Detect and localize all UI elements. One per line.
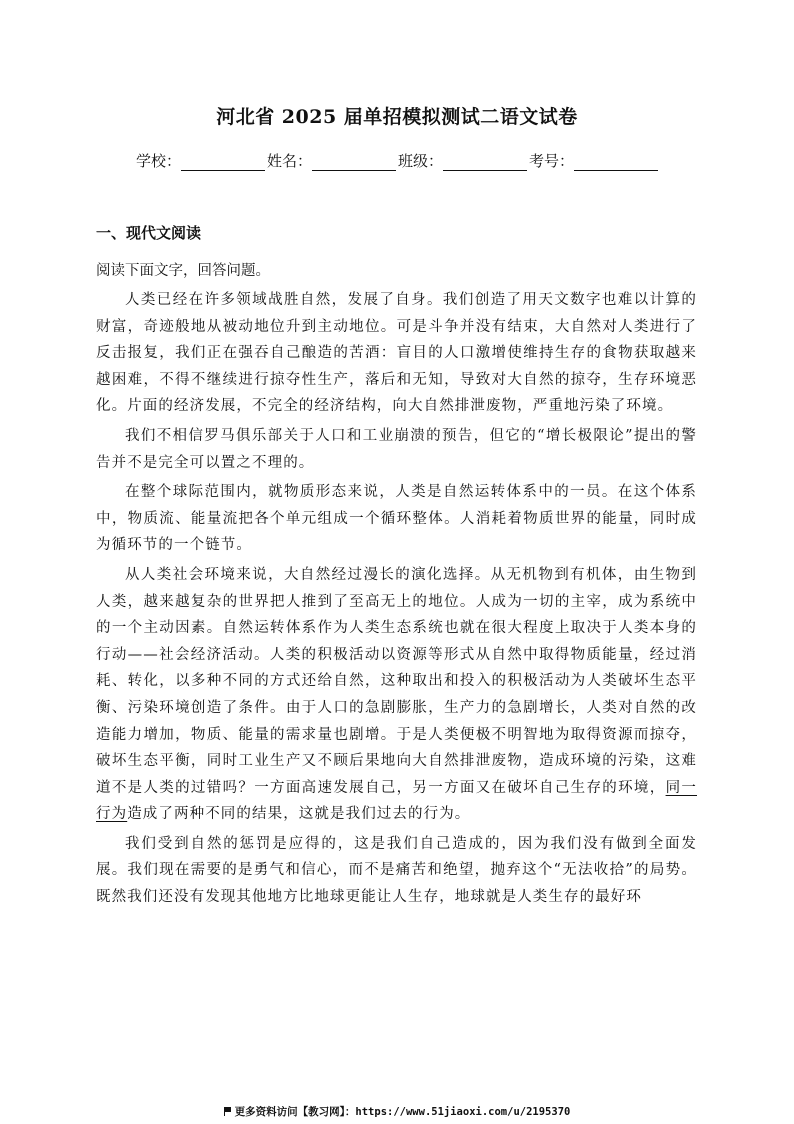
class-blank[interactable] [443, 152, 527, 171]
reading-instruction: 阅读下面文字，回答问题。 [96, 263, 270, 279]
passage-paragraph-2: 我们不相信罗马俱乐部关于人口和工业崩溃的预告，但它的“增长极限论”提出的警告并不是完全可以置之不理的。 [96, 427, 697, 471]
footer-link-text[interactable]: 更多资料访问【教习网】：https://www.51jiaoxi.com/u/2195370 [234, 1106, 571, 1118]
underlined-phrase: 同一行为 [96, 779, 697, 823]
name-field [267, 150, 396, 171]
reading-passage [96, 287, 697, 914]
school-blank[interactable] [181, 152, 265, 171]
name-blank[interactable] [312, 152, 396, 171]
exam-number-field [529, 150, 658, 171]
passage-paragraph-5: 我们受到自然的惩罚是应得的，这是我们自己造成的，因为我们没有做到全面发展。我们现在需要的是勇气和信心，而不是痛苦和绝望，抛弃这个“无法收拾”的局势。既然我们还没有发现其他地方比地球更能让人生存，地球就是人类生存的最好环 [96, 835, 697, 906]
class-label: 班级： [398, 152, 444, 170]
exam-title: 河北省 2025 届单招模拟测试二语文试卷 [216, 106, 578, 128]
paragraph-4-text-after: 造成了两种不同的结果，这就是我们过去的行为。 [127, 806, 471, 823]
passage-paragraph-1: 人类已经在许多领域战胜自然，发展了自身。我们创造了用天文数字也难以计算的财富，奇迹般地从被动地位升到主动地位。可是斗争并没有结束，大自然对人类进行了反击报复，我们正在强吞自己酿造的苦酒：盲目的人口激增使维持生存的食物获取越来越困难，不得不继续进行掠夺性生产，落后和无知，导致对大自然的掠夺，生存环境恶化。片面的经济发展，不完全的经济结构，向大自然排泄废物，严重地污染了环境。 [96, 292, 697, 415]
passage-paragraph-3: 在整个球际范围内，就物质形态来说，人类是自然运转体系中的一员。在这个体系中，物质流、能量流把各个单元组成一个循环整体。人消耗着物质世界的能量，同时成为循环节的一个链节。 [96, 484, 697, 554]
passage-paragraph-4 [96, 562, 697, 828]
student-info-row [0, 150, 794, 171]
class-field [398, 150, 527, 171]
paragraph-4-text-before: 从人类社会环境来说，大自然经过漫长的演化选择。从无机物到有机体，由生物到人类，越来越复杂的世界把人推到了至高无上的地位。人成为一切的主宰，成为系统中的一个主动因素。自然运转体系作为人类生态系统也就在很大程度上取决于人类本身的行动——社会经济活动。人类的积极活动以资源等形式从自然中取得物质能量，经过消耗、转化，以多种不同的方式还给自然，这种取出和投入的积极活动为人类破坏生态平衡、污染环境创造了条件。由于人口的急剧膨胀，生产力的急剧增长，人类对自然的改造能力增加，物质、能量的需求量也剧增。于是人类便极不明智地为取得资源而掠夺，破坏生态平衡，同时工业生产又不顾后果地向大自然排泄废物，造成环境的污染，这难道不是人类的过错吗？一方面高速发展自己，另一方面又在破坏自己生存的环境， [96, 566, 697, 796]
section-heading: 一、现代文阅读 [96, 224, 202, 242]
exam-number-label: 考号： [529, 152, 575, 170]
flag-icon [224, 1107, 232, 1116]
exam-number-blank[interactable] [574, 152, 658, 171]
name-label: 姓名： [266, 152, 312, 170]
footer [0, 1104, 794, 1119]
school-label: 学校： [135, 152, 181, 170]
school-field [136, 150, 265, 171]
